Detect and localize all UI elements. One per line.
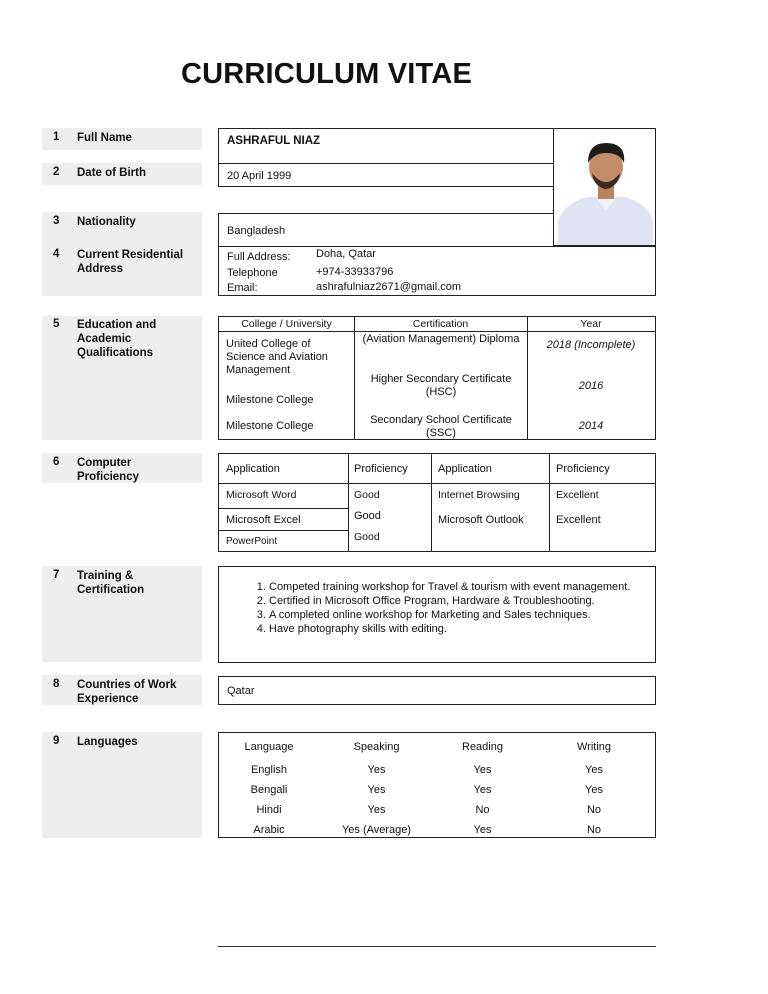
language-reading: Yes — [473, 764, 492, 776]
profile-photo — [553, 128, 656, 246]
language-reading: Yes — [473, 824, 492, 836]
languages-header: Writing — [576, 741, 612, 753]
education-cert: Secondary School Certificate (SSC) — [370, 414, 512, 439]
computer-header: Application — [226, 463, 280, 475]
education-year: 2016 — [578, 380, 604, 392]
language-reading: Yes — [473, 784, 492, 796]
education-year: 2018 (Incomplete) — [546, 339, 636, 351]
education-college: Milestone College — [226, 394, 314, 406]
computer-app: PowerPoint — [226, 536, 278, 547]
row-number: 7 — [53, 569, 60, 581]
language-name: Arabic — [253, 824, 285, 836]
computer-header: Application — [438, 463, 492, 475]
address-value: Doha, Qatar — [316, 248, 376, 260]
training-box — [218, 566, 656, 663]
computer-level: Excellent — [556, 514, 601, 526]
language-speaking: Yes (Average) — [341, 824, 412, 836]
computer-level: Good — [354, 531, 380, 543]
education-cert: (Aviation Management) Diploma — [362, 333, 520, 345]
languages-header: Speaking — [353, 741, 400, 753]
language-name: Bengali — [250, 784, 288, 796]
language-writing: No — [586, 824, 602, 836]
row-label-nationality: Nationality — [77, 216, 136, 228]
education-college: Milestone College — [226, 420, 314, 432]
computer-level: Excellent — [556, 489, 599, 501]
nationality-box — [218, 213, 554, 247]
language-reading: No — [475, 804, 490, 816]
full-name-value: ASHRAFUL NIAZ — [227, 135, 321, 147]
row-number: 4 — [53, 248, 60, 260]
education-cert: Higher Secondary Certificate (HSC) — [370, 373, 512, 398]
computer-app: Microsoft Outlook — [438, 514, 524, 526]
row-label-address: Current Residential Address — [77, 249, 184, 275]
row-label-dob: Date of Birth — [77, 167, 146, 179]
training-item: 2. Certified in Microsoft Office Program, Hardware & Troubleshooting. — [269, 594, 645, 608]
countries-box — [218, 676, 656, 705]
computer-app: Microsoft Word — [226, 489, 297, 501]
languages-header: Language — [244, 741, 294, 753]
telephone-label: Telephone — [227, 267, 278, 279]
row-label-languages: Languages — [77, 736, 138, 748]
row-number: 1 — [53, 131, 60, 143]
training-item: 1. Competed training workshop for Travel & tourism with event management. — [269, 580, 645, 594]
languages-header: Reading — [462, 741, 503, 753]
language-writing: No — [586, 804, 602, 816]
computer-level: Good — [354, 510, 381, 522]
nationality-value: Bangladesh — [227, 225, 286, 237]
education-college: United College of Science and Aviation Management — [226, 338, 328, 376]
row-label-computer: Computer Proficiency — [77, 457, 139, 483]
computer-app: Microsoft Excel — [226, 514, 301, 526]
language-speaking: Yes — [367, 764, 386, 776]
row-label-full-name: Full Name — [77, 132, 132, 144]
languages-table — [218, 732, 656, 838]
computer-app: Internet Browsing — [438, 489, 520, 501]
training-item: 4. Have photography skills with editing. — [269, 622, 645, 636]
computer-header: Proficiency — [354, 463, 408, 475]
email-value: ashrafulniaz2671@gmail.com — [316, 281, 462, 293]
education-header-cert: Certification — [412, 318, 469, 330]
row-number: 6 — [53, 456, 60, 468]
computer-level: Good — [354, 489, 380, 501]
countries-value: Qatar — [227, 685, 255, 697]
language-name: English — [250, 764, 288, 776]
row-label-training: Training & Certification — [77, 570, 145, 596]
education-header-year: Year — [580, 318, 602, 330]
education-year: 2014 — [578, 420, 604, 432]
dob-value: 20 April 1999 — [227, 170, 292, 182]
row-number: 5 — [53, 318, 60, 330]
education-header-college: College / University — [241, 318, 332, 330]
row-number: 8 — [53, 678, 60, 690]
language-speaking: Yes — [367, 804, 386, 816]
language-name: Hindi — [256, 804, 282, 816]
footer-line — [218, 946, 656, 947]
language-speaking: Yes — [367, 784, 386, 796]
email-label: Email: — [227, 282, 258, 294]
address-label: Full Address: — [227, 251, 291, 263]
computer-table — [218, 453, 656, 552]
training-list — [243, 580, 645, 636]
row-number: 9 — [53, 735, 60, 747]
row-label-countries: Countries of Work Experience — [77, 679, 177, 705]
person-photo-icon — [554, 129, 656, 246]
row-number: 2 — [53, 166, 60, 178]
computer-header: Proficiency — [556, 463, 610, 475]
row-label-education: Education and Academic Qualifications — [77, 319, 157, 359]
address-box — [218, 246, 656, 296]
training-item: 3. A completed online workshop for Marketing and Sales techniques. — [269, 608, 645, 622]
education-table — [218, 316, 656, 440]
language-writing: Yes — [585, 784, 603, 796]
page-title: CURRICULUM VITAE — [180, 58, 473, 90]
dob-box — [218, 163, 554, 187]
language-writing: Yes — [585, 764, 603, 776]
row-number: 3 — [53, 215, 60, 227]
telephone-value: +974-33933796 — [316, 266, 394, 278]
full-name-box — [218, 128, 554, 164]
